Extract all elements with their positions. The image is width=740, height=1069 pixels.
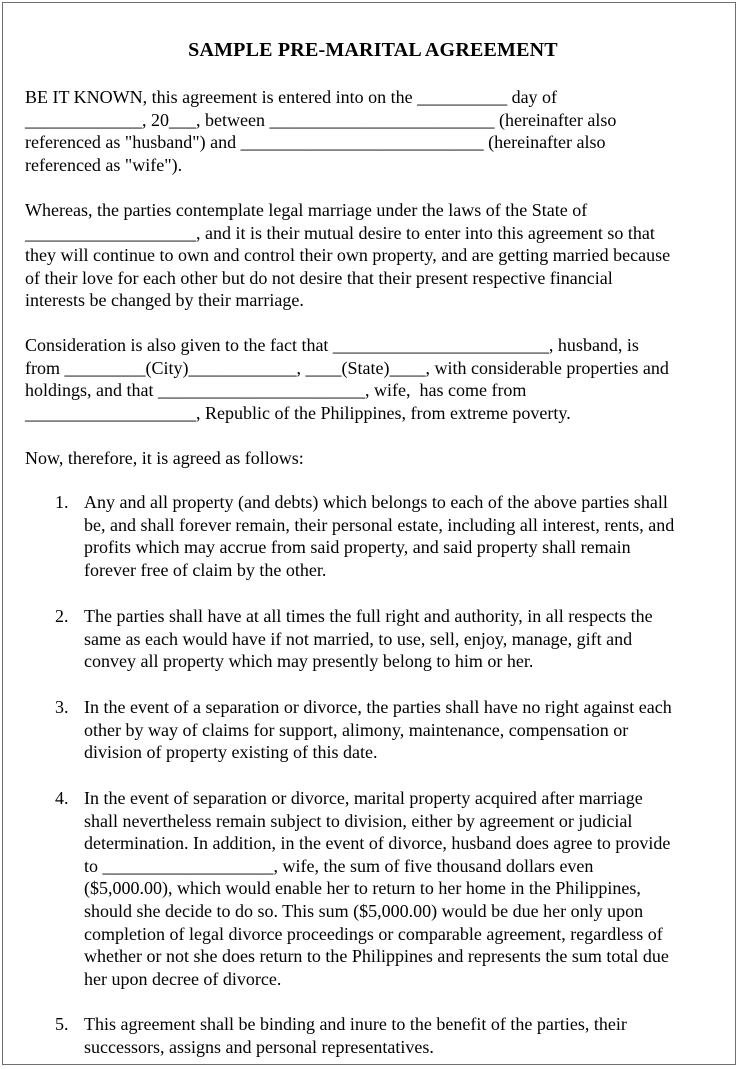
clause-line: forever free of claim by the other.	[84, 559, 327, 580]
paragraph-line: referenced as "wife").	[25, 154, 183, 175]
paragraph-line: BE IT KNOWN, this agreement is entered into on the __________ day of	[25, 87, 558, 107]
clause-text	[84, 787, 734, 990]
clause-line: whether or not she does return to the Philippines and represents the sum total due	[84, 946, 669, 967]
clause-line: In the event of separation or divorce, marital property acquired after marriage	[84, 788, 643, 808]
clause-line: determination. In addition, in the event of divorce, husband does agree to provide	[84, 833, 671, 854]
clause-line: This agreement shall be binding and inure to the benefit of the parties, their	[84, 1014, 627, 1034]
clause-text	[84, 605, 734, 673]
paragraph-line: of their love for each other but do not desire that their present respective financial	[25, 267, 613, 288]
paragraph-line: referenced as "husband") and ___________________________ (hereinafter also	[25, 132, 606, 153]
paragraph-line: ___________________, Republic of the Philippines, from extreme poverty.	[25, 402, 571, 423]
clause-line: should she decide to do so. This sum ($5,000.00) would be due her only upon	[84, 900, 644, 921]
clause-number: 4.	[55, 788, 69, 808]
clause-line: In the event of a separation or divorce, the parties shall have no right against each	[84, 697, 672, 717]
clause-line: convey all property which may presently belong to him or her.	[84, 651, 534, 672]
clause-text	[84, 1013, 734, 1058]
clause-line: be, and shall forever remain, their personal estate, including all interest, rents, and	[84, 514, 675, 535]
clause-line: same as each would have if not married, to use, sell, enjoy, manage, gift and	[84, 628, 633, 649]
clause-number: 5.	[55, 1014, 69, 1034]
document-title: SAMPLE PRE-MARITAL AGREEMENT	[188, 39, 558, 61]
clause-line: Any and all property (and debts) which belongs to each of the above parties shall	[84, 492, 668, 512]
clause-number: 1.	[55, 492, 69, 512]
clause-line: completion of legal divorce proceedings or comparable agreement, regardless of	[84, 923, 663, 944]
clause-number: 3.	[55, 697, 69, 717]
paragraph-line: interests be changed by their marriage.	[25, 290, 304, 311]
clause-line: shall nevertheless remain subject to division, either by agreement or judicial	[84, 810, 633, 831]
paragraph-consideration	[25, 334, 737, 424]
paragraph-line: _____________, 20___, between _________________________ (hereinafter also	[25, 109, 617, 130]
clause-line: to ___________________, wife, the sum of five thousand dollars even	[84, 855, 594, 876]
paragraph-line: ___________________, and it is their mutual desire to enter into this agreement so that	[25, 222, 655, 243]
paragraph-whereas	[25, 199, 737, 312]
paragraph-line: from _________(City)____________, ____(State)____, with considerable properties and	[25, 357, 669, 378]
paragraph-line: they will continue to own and control their own property, and are getting married because	[25, 245, 671, 266]
clause-line: profits which may accrue from said property, and said property shall remain	[84, 537, 631, 558]
paragraph-now-therefore	[25, 447, 737, 470]
clause-text	[84, 491, 734, 581]
clause-number: 2.	[55, 606, 69, 626]
clause-line: her upon decree of divorce.	[84, 968, 282, 989]
paragraph-line: Now, therefore, it is agreed as follows:	[25, 448, 304, 468]
clause-line: other by way of claims for support, alimony, maintenance, compensation or	[84, 719, 629, 740]
document-page	[2, 2, 736, 1065]
clause-line: The parties shall have at all times the full right and authority, in all respects the	[84, 606, 653, 626]
clause-line: ($5,000.00), which would enable her to return to her home in the Philippines,	[84, 878, 641, 899]
paragraph-line: Consideration is also given to the fact that ________________________, husband, is	[25, 335, 639, 355]
paragraph-line: holdings, and that _______________________, wife, has come from	[25, 380, 527, 401]
clause-line: division of property existing of this date.	[84, 742, 378, 763]
clause-line: successors, assigns and personal representatives.	[84, 1036, 434, 1057]
clause-text	[84, 696, 734, 764]
paragraph-line: Whereas, the parties contemplate legal marriage under the laws of the State of	[25, 200, 588, 220]
paragraph-be-it-known	[25, 86, 737, 176]
